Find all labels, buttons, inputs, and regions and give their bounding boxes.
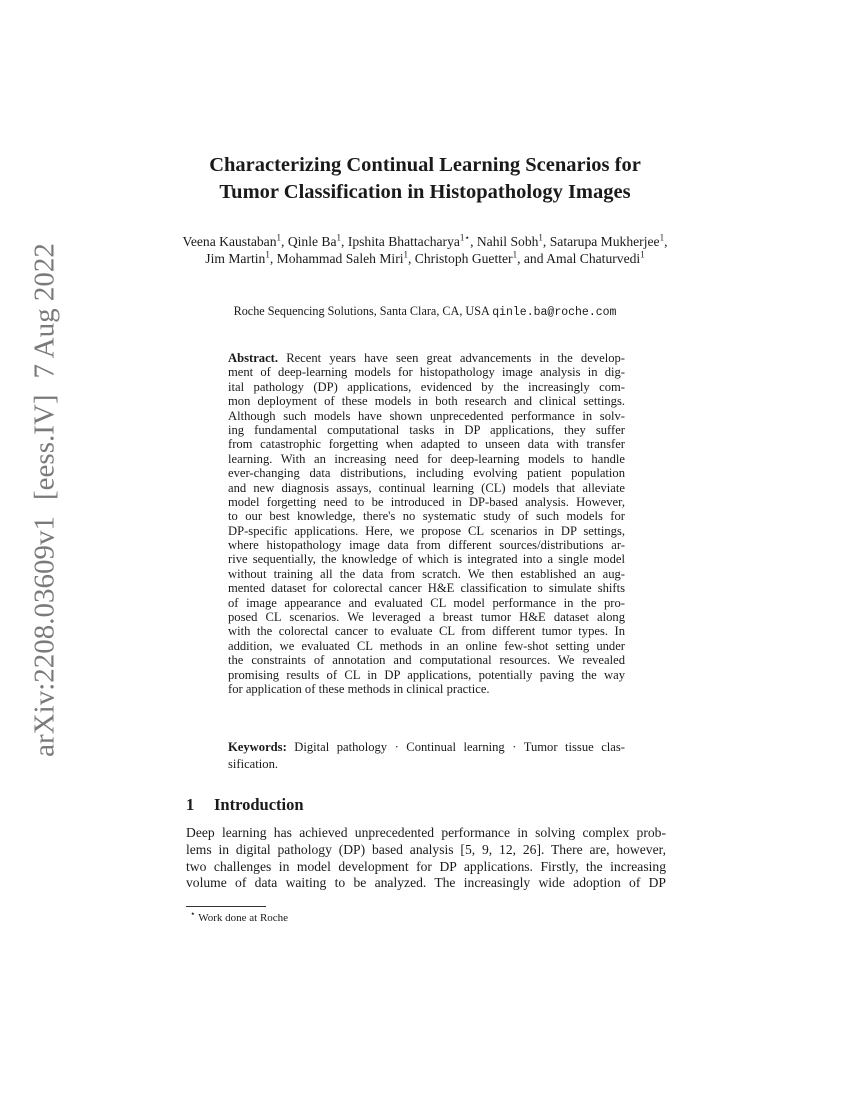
intro-line: Deep learning has achieved unprecedented performance in solving complex prob- [186,825,666,840]
abstract-line: with the colorectal cancer to evaluate CL from different tumor types. In [228,624,625,639]
author: Qinle Ba$^1$ [287,232,342,249]
abstract-line: the constraints of annotation and computational resources. We revealed [228,653,625,668]
footnote-rule [186,906,266,907]
arxiv-date: 7 Aug 2022 [28,243,61,379]
author: Satarupa Mukherjee$^1$ [549,232,665,249]
abstract-line: to our best knowledge, there's no systematic study of such models for [228,509,625,524]
arxiv-id: arXiv:2208.03609v1 [28,515,61,757]
paper-title [0,152,850,206]
title-line: Tumor Classification in Histopathology Images [219,181,631,203]
author: Amal Chaturvedi$^1$ [546,249,645,266]
section-title: Introduction [214,795,304,814]
email-link[interactable]: qinle.ba@roche.com [492,306,617,319]
author: Christoph Guetter$^1$ [414,249,518,266]
keywords-line: sification. [228,756,279,771]
intro-paragraph [186,825,666,892]
author: Nahil Sobh$^1$ [476,232,543,249]
abstract-line: model forgetting need to be introduced in DP-based analysis. However, [228,494,625,509]
intro-line: volume of data waiting to be analyzed. The increasingly wide adoption of DP [186,875,666,891]
abstract-line: ever-changing data distributions, including evolving patient population [228,466,625,481]
affiliation: Roche Sequencing Solutions, Santa Clara, CA, USA qinle.ba@roche.com [233,304,617,319]
abstract-line: ital pathology (DP) applications, evidenced by the increasingly com- [228,379,625,394]
abstract-line: ment of deep-learning models for histopathology image analysis in dig- [228,365,625,380]
title-line: Characterizing Continual Learning Scenarios for [209,154,641,176]
intro-line: lems in digital pathology (DP) based analysis [5, 9, 12, 26]. There are, however, [186,841,666,857]
abstract-line: addition, we evaluated CL methods in an online few-shot setting under [228,638,625,653]
abstract-line: Abstract. Recent years have seen great advancements in the develop- [228,351,625,365]
author-list: Veena Kaustaban$^1$, Qinle Ba$^1$, Ipshita Bhattacharya$^{1⋆}$, Nahil Sobh$^1$, Satarupa Mukherjee$^1$, Jim Martin$^1$, Mohammad Saleh Miri$^1$, Christoph Guetter$^1$, and Amal Chaturvedi$^1$ [182,232,668,266]
author: Ipshita Bhattacharya$^{1⋆}$ [347,232,471,249]
author: Jim Martin$^1$ [205,249,270,266]
section-number: 1 [186,795,195,814]
abstract-line: of image appearance and evaluated CL model performance in the pro- [228,595,625,610]
abstract-line: posed CL scenarios. We leveraged a breast tumor H&E dataset along [228,610,625,625]
keywords-line: Keywords: Digital pathology · Continual learning · Tumor tissue clas- [228,740,625,754]
abstract-label: Abstract. [228,351,279,365]
intro-line: two challenges in model development for DP applications. Firstly, the increasing [186,858,666,874]
author: Veena Kaustaban$^1$ [182,232,282,249]
abstract-line: ing fundamental computational tasks in DP applications, they suffer [228,422,625,437]
keywords [228,739,625,772]
author: Mohammad Saleh Miri$^1$ [276,249,408,266]
abstract-line: where histopathology image data from different sources/distributions ar- [228,538,625,553]
abstract-line: mon deployment of these models in both research and clinical settings. [228,394,625,409]
abstract-line: mented dataset for colorectal cancer H&E classification to simulate shifts [228,581,625,596]
abstract-line: rive sequentially, the knowledge of which is integrated into a single model [228,552,625,567]
abstract [228,351,625,696]
abstract-line: learning. With an increasing need for deep-learning models to handle [228,451,625,466]
keywords-label: Keywords: [228,740,287,754]
footnote: ⋆ Work done at Roche [190,908,289,924]
abstract-line: and new diagnosis assays, continual learning (CL) models that alleviate [228,480,625,495]
abstract-line: without training all the data from scratch. We then established an aug- [228,566,625,581]
section-heading [186,795,304,815]
abstract-line: DP-specific applications. Here, we propose CL scenarios in DP settings, [228,523,625,538]
arxiv-category: [eess.IV] [28,394,61,500]
abstract-line: for application of these methods in clinical practice. [228,681,490,696]
arxiv-stamp [29,227,62,757]
abstract-line: promising results of CL in DP applications, potentially paving the way [228,667,625,682]
abstract-line: Although such models have shown unprecedented performance in solv- [228,408,625,423]
abstract-line: from catastrophic forgetting when adapted to unseen data with transfer [228,437,625,452]
